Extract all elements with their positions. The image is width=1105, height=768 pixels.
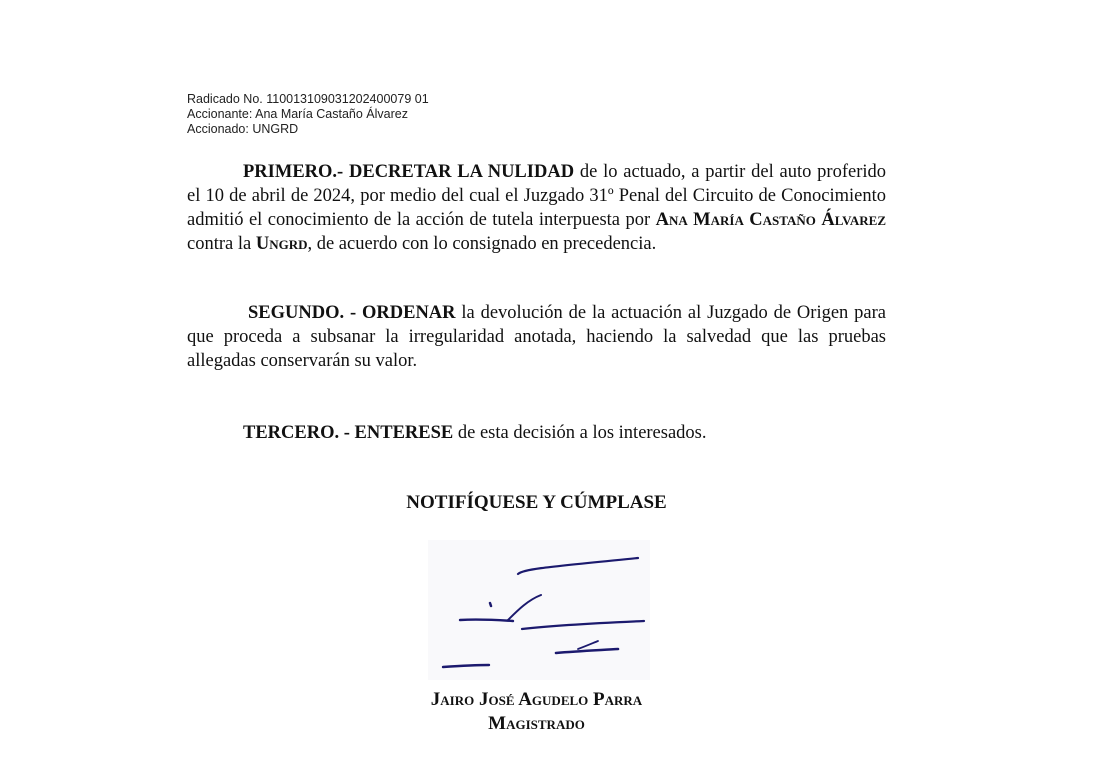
resolution-segundo-text: la devolución de la actuación al Juzgado de Origen para que proceda a subsanar la irregularidad anotada, haciendo la salvedad que las pruebas allegadas conservarán su valor. bbox=[187, 303, 886, 371]
resolution-segundo bbox=[187, 301, 886, 373]
resolution-primero-text-1: de lo actuado, a partir del auto proferido el 10 de abril de 2024, por medio del cual el Juzgado 31º Penal del Circuito de Conocimiento admitió el conocimiento de la acción de tutela interpuesta por bbox=[187, 162, 886, 230]
case-number: Radicado No. 110013109031202400079 01 bbox=[187, 92, 429, 106]
resolution-tercero bbox=[187, 421, 886, 445]
resolution-tercero-text: de esta decisión a los interesados. bbox=[453, 423, 707, 443]
signature-strokes bbox=[428, 540, 650, 680]
case-header bbox=[187, 92, 429, 137]
resolution-tercero-lead: TERCERO. - ENTERESE bbox=[243, 423, 454, 443]
resolution-segundo-lead: SEGUNDO. - ORDENAR bbox=[248, 303, 456, 323]
resolution-primero bbox=[187, 160, 886, 256]
signer-title: Magistrado bbox=[488, 713, 585, 734]
signer-name: Jairo José Agudelo Parra bbox=[430, 689, 643, 710]
closing-formula: NOTIFÍQUESE Y CÚMPLASE bbox=[406, 492, 667, 513]
party-defendant-name: Ungrd bbox=[255, 234, 308, 254]
resolution-primero-text-2: contra la bbox=[187, 234, 256, 254]
handwritten-signature bbox=[428, 540, 650, 680]
resolution-primero-lead: PRIMERO.- DECRETAR LA NULIDAD bbox=[243, 162, 575, 182]
party-plaintiff-name: Ana María Castaño Álvarez bbox=[655, 210, 887, 230]
resolution-primero-text-3: , de acuerdo con lo consignado en precedencia. bbox=[307, 234, 657, 254]
defendant: Accionado: UNGRD bbox=[187, 122, 299, 136]
plaintiff: Accionante: Ana María Castaño Álvarez bbox=[187, 107, 408, 121]
